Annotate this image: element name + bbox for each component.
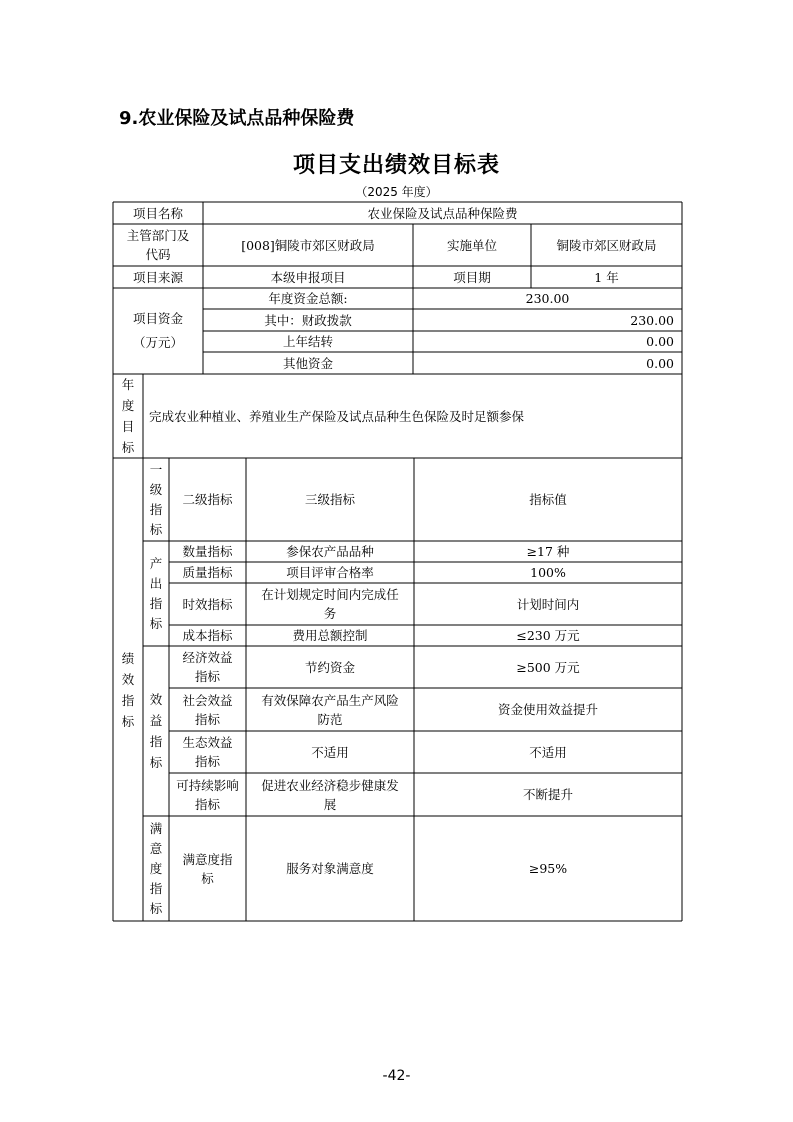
table-row-satisfaction-l2: 满意度指标 (182, 851, 233, 886)
table-row-satisfaction-l3: 服务对象满意度 (286, 861, 374, 876)
output-indicators-label: 产出指标 (149, 555, 163, 631)
impl-unit-value: 铜陵市郊区财政局 (556, 237, 657, 253)
project-name-label: 项目名称 (132, 205, 183, 221)
source-label: 项目来源 (132, 269, 183, 285)
table-row-sustainable-value: 不断提升 (522, 787, 573, 802)
dept-label: 主管部门及代码 (126, 228, 190, 262)
table-row-economic-value: ≥500 万元 (516, 659, 580, 675)
satisfaction-indicators-label: 满意度指标 (149, 820, 163, 916)
indicator-value-header: 指标值 (529, 492, 567, 507)
funds-other-label: 其他资金 (282, 355, 333, 371)
table-row-quantity-l3: 参保农产品品种 (286, 544, 374, 559)
funds-fiscal-label: 其中：财政拨款 (264, 312, 352, 328)
table-row-timeliness-value: 计划时间内 (516, 596, 580, 612)
year-label: （2025 年度） (355, 185, 438, 199)
impl-unit-label: 实施单位 (446, 237, 497, 253)
dept-value: [008]铜陵市郊区财政局 (241, 237, 375, 253)
table-row-quantity-l2: 数量指标 (182, 544, 233, 559)
table-row-quality-value: 100% (530, 565, 566, 580)
funds-carryover-label: 上年结转 (282, 334, 333, 349)
annual-goal-value: 完成农业种植业、养殖业生产保险及试点品种生色保险及时足额参保 (149, 408, 525, 424)
table-row-economic-l2: 经济效益指标 (182, 650, 233, 684)
funds-fiscal-value: 230.00 (630, 312, 674, 328)
performance-indicators-label: 绩效指标 (121, 650, 135, 729)
level2-header: 二级指标 (182, 492, 233, 507)
table-row-social-l3: 有效保障农产品生产风险防范 (261, 692, 399, 727)
table-row-economic-l3: 节约资金 (304, 659, 355, 675)
funds-carryover-value: 0.00 (646, 334, 674, 349)
level3-header: 三级指标 (304, 492, 355, 507)
table-row-cost-value: ≤230 万元 (516, 628, 580, 643)
funds-label: 项目资金（万元） (132, 311, 183, 350)
level1-header: 一级指标 (149, 461, 163, 537)
table-row-ecological-l2: 生态效益指标 (182, 735, 233, 769)
funds-total-value: 230.00 (525, 291, 570, 306)
annual-goal-label: 年度目标 (121, 377, 135, 455)
document-title: 项目支出绩效目标表 (292, 153, 500, 178)
table-row-satisfaction-value: ≥95% (528, 861, 568, 876)
period-value: 1 年 (594, 269, 619, 285)
table-row-timeliness-l3: 在计划规定时间内完成任务 (261, 587, 399, 621)
table-row-ecological-l3: 不适用 (311, 744, 349, 760)
table-row-cost-l2: 成本指标 (182, 628, 233, 643)
table-row-timeliness-l2: 时效指标 (182, 596, 233, 612)
funds-other-value: 0.00 (646, 355, 674, 371)
table-row-quality-l3: 项目评审合格率 (286, 565, 374, 580)
section-title: 9.农业保险及试点品种保险费 (119, 108, 355, 129)
table-row-quality-l2: 质量指标 (182, 565, 233, 580)
table-row-sustainable-l2: 可持续影响指标 (176, 777, 239, 812)
project-name-value: 农业保险及试点品种保险费 (367, 205, 518, 221)
table-row-sustainable-l3: 促进农业经济稳步健康发展 (261, 777, 399, 812)
page-number: -42- (382, 1068, 411, 1084)
period-label: 项目期 (453, 269, 491, 285)
effect-indicators-label: 效益指标 (149, 692, 163, 770)
table-row-quantity-value: ≥17 种 (526, 544, 570, 559)
source-value: 本级申报项目 (270, 269, 346, 285)
table-row-social-l2: 社会效益指标 (182, 692, 233, 727)
table-row-cost-l3: 费用总额控制 (292, 628, 368, 643)
table-row-ecological-value: 不适用 (529, 744, 567, 760)
table-row-social-value: 资金使用效益提升 (497, 702, 598, 717)
funds-total-label: 年度资金总额: (268, 291, 348, 306)
